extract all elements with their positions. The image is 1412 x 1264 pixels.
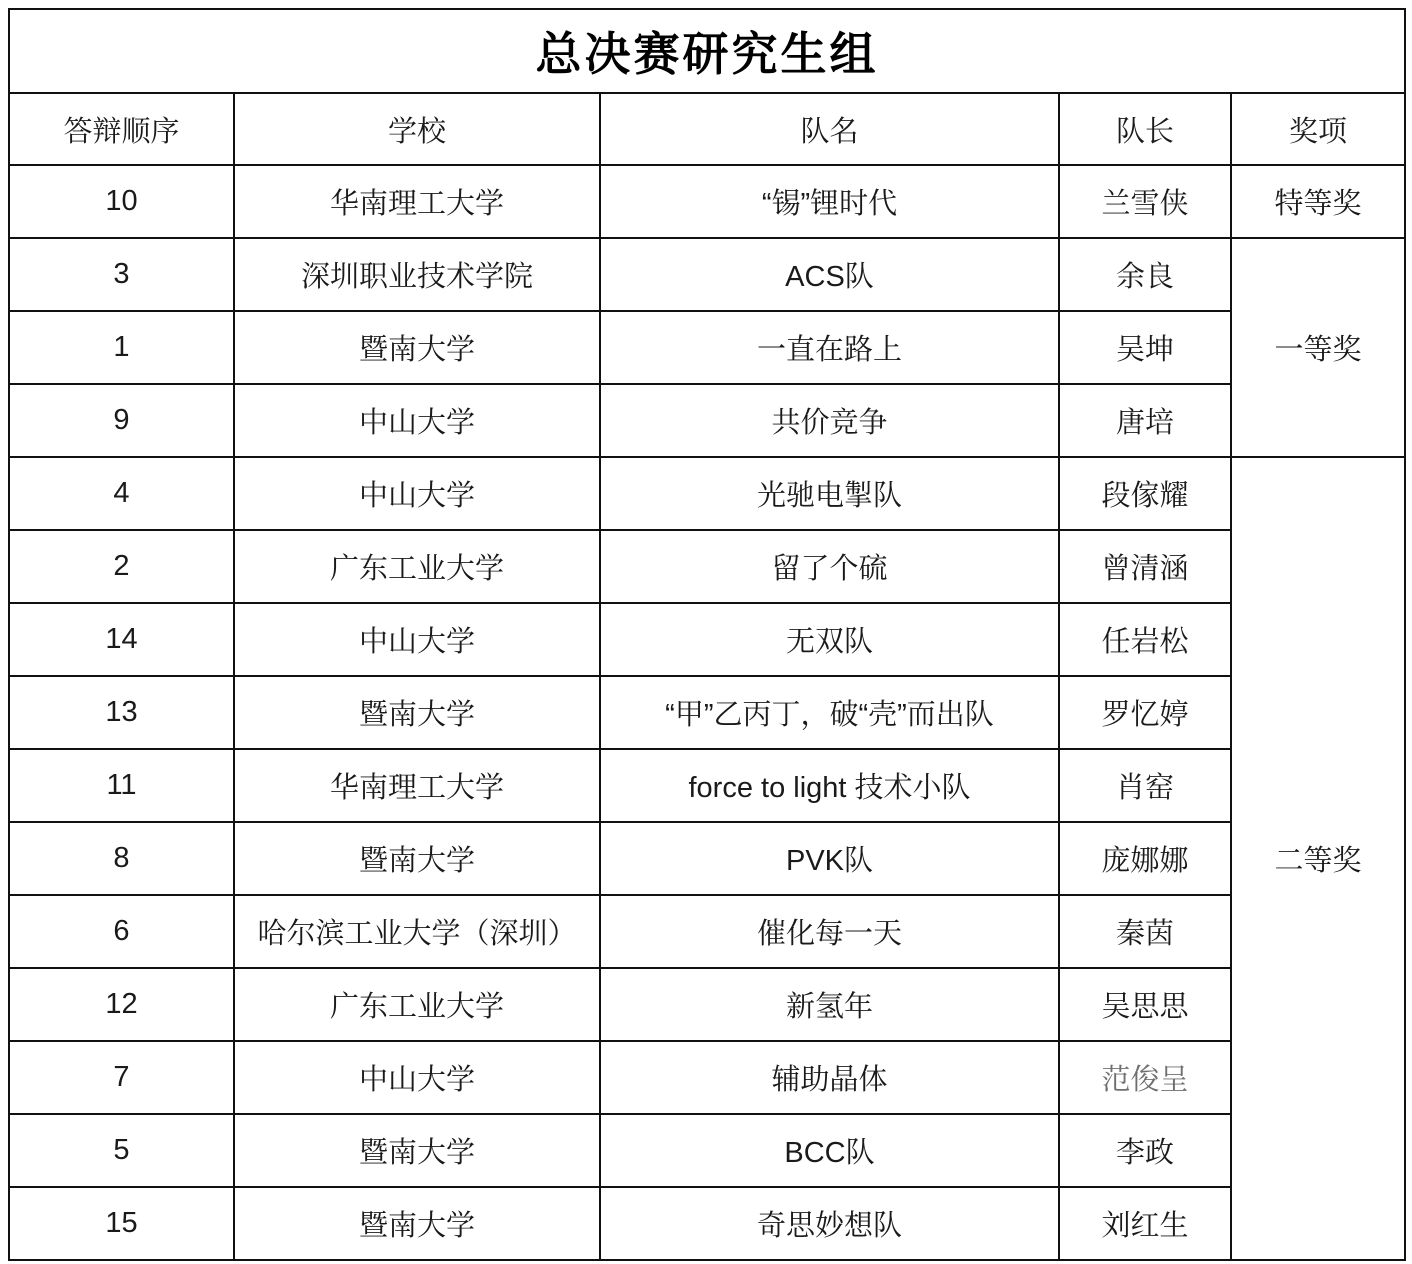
- cell-defense-order: 5: [9, 1114, 234, 1187]
- cell-defense-order: 10: [9, 165, 234, 238]
- column-header-captain: 队长: [1059, 93, 1231, 165]
- cell-defense-order: 15: [9, 1187, 234, 1260]
- cell-captain: 李政: [1059, 1114, 1231, 1187]
- cell-school: 广东工业大学: [234, 968, 600, 1041]
- column-header-defense-order: 答辩顺序: [9, 93, 234, 165]
- cell-team-name: “锡”锂时代: [600, 165, 1059, 238]
- cell-team-name: 光驰电掣队: [600, 457, 1059, 530]
- cell-team-name: force to light 技术小队: [600, 749, 1059, 822]
- page-title: 总决赛研究生组: [9, 9, 1405, 93]
- cell-school: 华南理工大学: [234, 165, 600, 238]
- cell-school: 暨南大学: [234, 1187, 600, 1260]
- cell-school: 中山大学: [234, 603, 600, 676]
- cell-team-name: 辅助晶体: [600, 1041, 1059, 1114]
- results-table: [8, 8, 1406, 1261]
- cell-defense-order: 1: [9, 311, 234, 384]
- cell-defense-order: 11: [9, 749, 234, 822]
- cell-team-name: 新氢年: [600, 968, 1059, 1041]
- table-row: [9, 1041, 1405, 1114]
- table-row: [9, 311, 1405, 384]
- title-row: [9, 9, 1405, 93]
- cell-defense-order: 4: [9, 457, 234, 530]
- table-row: [9, 676, 1405, 749]
- cell-captain: 曾清涵: [1059, 530, 1231, 603]
- cell-school: 中山大学: [234, 1041, 600, 1114]
- cell-school: 暨南大学: [234, 311, 600, 384]
- table-row: [9, 384, 1405, 457]
- cell-team-name: 无双队: [600, 603, 1059, 676]
- cell-team-name: PVK队: [600, 822, 1059, 895]
- cell-captain: 刘红生: [1059, 1187, 1231, 1260]
- cell-defense-order: 3: [9, 238, 234, 311]
- cell-defense-order: 13: [9, 676, 234, 749]
- cell-award-second-prize: 二等奖: [1231, 457, 1405, 1260]
- cell-school: 哈尔滨工业大学（深圳）: [234, 895, 600, 968]
- cell-team-name: BCC队: [600, 1114, 1059, 1187]
- cell-captain: 任岩松: [1059, 603, 1231, 676]
- cell-captain: 吴坤: [1059, 311, 1231, 384]
- cell-captain: 秦茵: [1059, 895, 1231, 968]
- header-row: [9, 93, 1405, 165]
- column-header-school: 学校: [234, 93, 600, 165]
- column-header-team-name: 队名: [600, 93, 1059, 165]
- cell-defense-order: 8: [9, 822, 234, 895]
- table-row: [9, 1114, 1405, 1187]
- cell-team-name: 共价竞争: [600, 384, 1059, 457]
- table-row: [9, 968, 1405, 1041]
- cell-defense-order: 7: [9, 1041, 234, 1114]
- cell-captain: 范俊呈: [1059, 1041, 1231, 1114]
- cell-team-name: 催化每一天: [600, 895, 1059, 968]
- table-row: [9, 895, 1405, 968]
- cell-school: 中山大学: [234, 384, 600, 457]
- cell-school: 暨南大学: [234, 822, 600, 895]
- table-row: [9, 165, 1405, 238]
- table-row: [9, 749, 1405, 822]
- table-row: [9, 822, 1405, 895]
- cell-captain: 段傢耀: [1059, 457, 1231, 530]
- cell-captain: 肖窑: [1059, 749, 1231, 822]
- cell-team-name: 一直在路上: [600, 311, 1059, 384]
- cell-captain: 吴思思: [1059, 968, 1231, 1041]
- column-header-award: 奖项: [1231, 93, 1405, 165]
- cell-school: 华南理工大学: [234, 749, 600, 822]
- cell-captain: 兰雪侠: [1059, 165, 1231, 238]
- cell-school: 中山大学: [234, 457, 600, 530]
- cell-defense-order: 2: [9, 530, 234, 603]
- cell-school: 深圳职业技术学院: [234, 238, 600, 311]
- cell-school: 暨南大学: [234, 676, 600, 749]
- cell-captain: 庞娜娜: [1059, 822, 1231, 895]
- cell-award-special-prize: 特等奖: [1231, 165, 1405, 238]
- cell-team-name: ACS队: [600, 238, 1059, 311]
- cell-team-name: “甲”乙丙丁，破“壳”而出队: [600, 676, 1059, 749]
- cell-award-first-prize: 一等奖: [1231, 238, 1405, 457]
- cell-team-name: 奇思妙想队: [600, 1187, 1059, 1260]
- cell-captain: 罗忆婷: [1059, 676, 1231, 749]
- cell-defense-order: 12: [9, 968, 234, 1041]
- table-row: [9, 1187, 1405, 1260]
- table-row: [9, 457, 1405, 530]
- cell-defense-order: 6: [9, 895, 234, 968]
- table-row: [9, 603, 1405, 676]
- cell-captain: 余良: [1059, 238, 1231, 311]
- cell-school: 广东工业大学: [234, 530, 600, 603]
- table-row: [9, 238, 1405, 311]
- table-row: [9, 530, 1405, 603]
- cell-school: 暨南大学: [234, 1114, 600, 1187]
- cell-captain: 唐培: [1059, 384, 1231, 457]
- cell-defense-order: 14: [9, 603, 234, 676]
- cell-defense-order: 9: [9, 384, 234, 457]
- cell-team-name: 留了个硫: [600, 530, 1059, 603]
